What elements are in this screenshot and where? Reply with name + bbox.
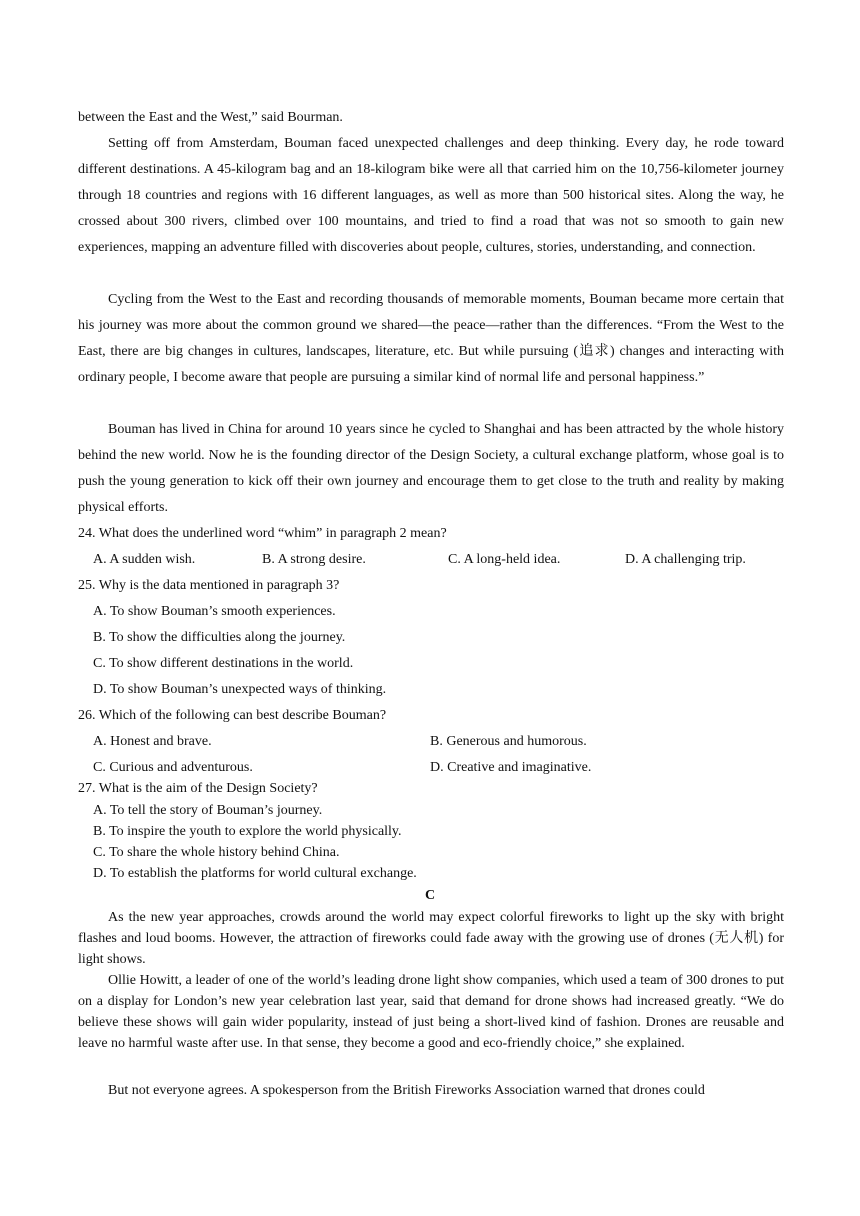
question-24-option-d: D. A challenging trip. [625, 552, 746, 567]
passage-c-paragraph-2: Ollie Howitt, a leader of one of the world’s leading drone light show companies, which used a team of 300 drones to put on a display for London’s new year celebration last year, said that demand for drone shows had increased greatly. “We do believe these shows will gain wider popularity, instead of just being a short-lived kind of fashion. Drones are reusable and leave no harmful waste after use. In that sense, they become a good and eco-friendly choice,” she explained. [78, 973, 784, 1051]
question-25-option-d: D. To show Bouman’s unexpected ways of thinking. [93, 682, 387, 697]
question-26-stem: 26. Which of the following can best describe Bouman? [78, 708, 387, 723]
question-24-option-a: A. A sudden wish. [93, 552, 196, 567]
question-25-option-a: A. To show Bouman’s smooth experiences. [93, 604, 336, 619]
question-26-option-b: B. Generous and humorous. [430, 734, 587, 749]
passage-c-paragraph-3: But not everyone agrees. A spokesperson from the British Fireworks Association warned that drones could [108, 1083, 705, 1098]
question-27-option-d: D. To establish the platforms for world cultural exchange. [93, 866, 417, 881]
section-c-heading: C [424, 888, 436, 903]
question-27-option-a: A. To tell the story of Bouman’s journey. [93, 803, 323, 818]
question-24-option-c: C. A long-held idea. [448, 552, 561, 567]
question-26-option-d: D. Creative and imaginative. [430, 760, 592, 775]
question-25-stem: 25. Why is the data mentioned in paragraph 3? [78, 578, 340, 593]
passage-b-paragraph-1: Setting off from Amsterdam, Bouman faced unexpected challenges and deep thinking. Every day, he rode toward different destinations. A 45-kilogram bag and an 18-kilogram bike were all that carried him on the 10,756-kilometer journey through 18 countries and regions with 16 different languages, as well as more than 500 historical sites. Along the way, he crossed about 300 rivers, climbed over 100 mountains, and tried to find a road that was not so smooth to gain new experiences, mapping an adventure filled with discoveries about people, cultures, stories, understanding, and connection. [78, 136, 784, 255]
passage-b-paragraph-3: Bouman has lived in China for around 10 years since he cycled to Shanghai and has been attracted by the whole history behind the new world. Now he is the founding director of the Design Society, a cultural exchange platform, whose goal is to push the young generation to kick off their own journey and encourage them to get close to the truth and reality by making physical efforts. [78, 422, 784, 515]
question-27-option-b: B. To inspire the youth to explore the world physically. [93, 824, 402, 839]
question-24-option-b: B. A strong desire. [262, 552, 366, 567]
question-25-option-b: B. To show the difficulties along the journey. [93, 630, 346, 645]
question-26-option-a: A. Honest and brave. [93, 734, 212, 749]
question-26-option-c: C. Curious and adventurous. [93, 760, 253, 775]
question-24-stem: 24. What does the underlined word “whim” in paragraph 2 mean? [78, 526, 447, 541]
question-25-option-c: C. To show different destinations in the world. [93, 656, 354, 671]
passage-b-paragraph-2: Cycling from the West to the East and recording thousands of memorable moments, Bouman became more certain that his journey was more about the common ground we shared—the peace—rather than the differences. “From the West to the East, there are big changes in cultures, landscapes, literature, etc. But while pursuing (追求) changes and interacting with ordinary people, I become aware that people are pursuing a similar kind of normal life and personal happiness.” [78, 292, 784, 385]
passage-c-paragraph-1: As the new year approaches, crowds around the world may expect colorful fireworks to light up the sky with bright flashes and loud booms. However, the attraction of fireworks could fade away with the growing use of drones (无人机) for light shows. [78, 910, 784, 967]
passage-b-paragraph-0: between the East and the West,” said Bourman. [78, 110, 343, 125]
question-27-stem: 27. What is the aim of the Design Society? [78, 781, 318, 796]
question-27-option-c: C. To share the whole history behind China. [93, 845, 340, 860]
